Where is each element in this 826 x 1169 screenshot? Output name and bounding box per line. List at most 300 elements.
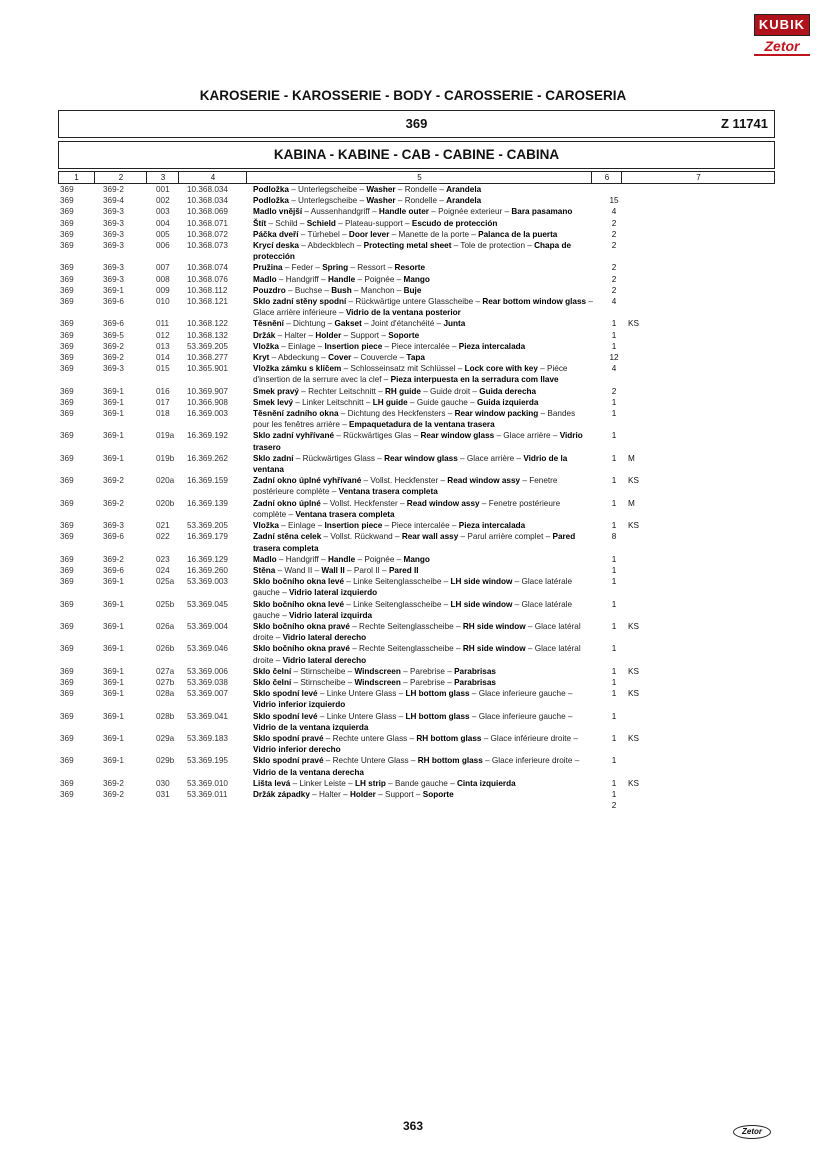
cell-quantity: 1 <box>611 409 617 419</box>
cell-figure: 369-6 <box>103 319 124 329</box>
cell-description <box>253 531 593 553</box>
cell-note: KS <box>628 689 639 699</box>
description-term: Ventana trasera completa <box>295 509 395 519</box>
description-term: Rear window glass <box>384 453 458 463</box>
cell-group: 369 <box>60 789 74 799</box>
cell-part-number: 16.369.192 <box>187 431 228 441</box>
cell-quantity: 1 <box>611 431 617 441</box>
cell-description <box>253 296 593 318</box>
description-text: – Rückwärtiges Glas – <box>334 431 421 441</box>
cell-part-number: 10.368.076 <box>187 274 228 284</box>
description-text: – Stirnscheibe – <box>291 677 355 687</box>
description-term: Sklo spodní levé <box>253 711 318 721</box>
description-term: Zadní okno úplné <box>253 498 321 508</box>
description-term: Těsnění zadního okna <box>253 409 339 419</box>
description-text: – Linke Untere Glass – <box>317 689 406 699</box>
description-text: – Unterlegscheibe – <box>288 196 367 206</box>
description-term: Stěna <box>253 565 276 575</box>
cell-position: 008 <box>156 274 170 284</box>
description-text: – Glace latérale gauche – <box>253 599 573 620</box>
description-term: Cover <box>328 353 352 363</box>
description-term: Bush <box>331 285 352 295</box>
cell-description <box>253 240 593 262</box>
description-term: Pared II <box>388 565 419 575</box>
description-text: – Parul arrière complet – <box>458 532 553 542</box>
description-text: – Glace latérale gauche – <box>253 577 573 598</box>
cell-part-number: 16.369.179 <box>187 532 228 542</box>
description-term: RH bottom glass <box>417 756 483 766</box>
description-term: Madlo <box>253 274 277 284</box>
description-term: Vidrio lateral izquierdo <box>288 588 378 598</box>
cell-description <box>253 318 593 329</box>
cell-figure: 369-5 <box>103 330 124 340</box>
description-term: Mango <box>403 274 430 284</box>
cell-group: 369 <box>60 778 74 788</box>
cell-part-number: 10.368.122 <box>187 319 228 329</box>
table-row <box>0 789 826 811</box>
description-term: Sklo bočního okna pravé <box>253 621 350 631</box>
cell-part-number: 10.368.034 <box>187 196 228 206</box>
page-title: KAROSERIE - KAROSSERIE - BODY - CAROSSERIE - CAROSERIA <box>199 88 627 103</box>
description-text: – Rechte Untere Glass – <box>323 756 418 766</box>
cell-quantity: 2 <box>611 218 617 228</box>
cell-figure: 369-2 <box>103 185 124 194</box>
cell-quantity: 8 <box>611 532 617 542</box>
cell-quantity: 1 <box>611 476 617 486</box>
description-term: LH bottom glass <box>405 711 470 721</box>
cell-position: 030 <box>156 778 170 788</box>
description-text: – Halter – <box>309 789 350 799</box>
description-term: Rear bottom window glass <box>482 297 587 307</box>
description-term: Junta <box>443 319 466 329</box>
cell-position: 021 <box>156 521 170 531</box>
description-term: Sklo spodní pravé <box>253 756 324 766</box>
cell-position: 022 <box>156 532 170 542</box>
cell-group: 369 <box>60 241 74 251</box>
cell-quantity: 4 <box>611 297 617 307</box>
description-term: Bara pasamano <box>511 207 573 217</box>
cell-position: 028a <box>156 689 175 699</box>
description-text: – Wand II – <box>275 565 322 575</box>
description-term: LH guide <box>372 397 408 407</box>
cell-group: 369 <box>60 677 74 687</box>
cell-description <box>253 386 593 397</box>
cell-part-number: 53.369.195 <box>187 756 228 766</box>
description-text: – Glace latéral droite – <box>253 644 581 665</box>
description-text: – Glace inferieure gauche – <box>469 689 573 699</box>
cell-part-number: 53.369.038 <box>187 677 228 687</box>
description-text: – Türhebel – <box>298 229 349 239</box>
logo-kubik-text: KUBIK <box>754 14 810 36</box>
description-term: Soporte <box>422 789 454 799</box>
cell-description <box>253 755 593 777</box>
description-text: – Bande gauche – <box>385 778 457 788</box>
cell-group: 369 <box>60 297 74 307</box>
description-term: Vidrio lateral derecho <box>282 655 367 665</box>
cell-figure: 369-2 <box>103 778 124 788</box>
description-term: Soporte <box>388 330 420 340</box>
cell-figure: 369-2 <box>103 498 124 508</box>
cell-quantity: 2 <box>611 241 617 251</box>
cell-position: 031 <box>156 789 170 799</box>
cell-note: KS <box>628 476 639 486</box>
description-term: Windscreen <box>354 677 401 687</box>
cell-part-number: 10.369.907 <box>187 386 228 396</box>
description-text: – Einlage – <box>278 521 325 531</box>
description-term: Pieza intercalada <box>458 521 526 531</box>
description-text: – Einlage – <box>278 341 325 351</box>
description-term: RH guide <box>385 386 421 396</box>
cell-position: 011 <box>156 319 170 329</box>
cell-note: KS <box>628 521 639 531</box>
description-text: – Poignée exterieur – <box>428 207 512 217</box>
section-header <box>58 141 775 169</box>
cell-figure: 369-1 <box>103 599 124 609</box>
cell-figure: 369-2 <box>103 554 124 564</box>
cell-description <box>253 262 593 273</box>
description-term: Parabrisas <box>454 677 496 687</box>
cell-figure: 369-1 <box>103 386 124 396</box>
cell-quantity: 1 <box>611 397 617 407</box>
description-text: – Parol II – <box>344 565 389 575</box>
cell-group: 369 <box>60 689 74 699</box>
cell-note: KS <box>628 621 639 631</box>
description-text: – Glace inférieure droite – <box>481 733 578 743</box>
description-term: Arandela <box>446 185 482 194</box>
cell-description <box>253 643 593 665</box>
cell-part-number: 16.369.003 <box>187 409 228 419</box>
cell-description <box>253 206 593 217</box>
description-text: – Rückwärtiges Glass – <box>293 453 385 463</box>
description-term: Insertion piece <box>324 341 383 351</box>
description-text: – Poignée – <box>355 554 404 564</box>
cell-quantity: 1 <box>611 666 617 676</box>
description-text: – Manchon – <box>351 285 404 295</box>
cell-part-number: 10.368.069 <box>187 207 228 217</box>
description-text: – Support – <box>341 330 389 340</box>
cell-quantity: 2 <box>611 801 617 811</box>
description-term: Windscreen <box>354 666 401 676</box>
description-text: – Guide droit – <box>420 386 480 396</box>
cell-group: 369 <box>60 364 74 374</box>
group-number: 369 <box>405 116 428 131</box>
cell-part-number: 16.369.262 <box>187 453 228 463</box>
cell-figure: 369-1 <box>103 677 124 687</box>
cell-group: 369 <box>60 532 74 542</box>
cell-description <box>253 285 593 296</box>
description-term: Guida izquierda <box>476 397 539 407</box>
cell-position: 017 <box>156 397 170 407</box>
description-term: Arandela <box>446 196 482 206</box>
cell-group: 369 <box>60 599 74 609</box>
description-text: – Linke Seitenglasscheibe – <box>344 599 451 609</box>
cell-position: 029b <box>156 756 175 766</box>
description-text: – Rückwärtige untere Glasscheibe – <box>346 297 483 307</box>
cell-position: 023 <box>156 554 170 564</box>
cell-quantity: 15 <box>609 196 619 206</box>
description-term: Protecting metal sheet <box>363 241 452 251</box>
cell-part-number: 53.369.046 <box>187 644 228 654</box>
cell-quantity: 1 <box>611 733 617 743</box>
cell-note: KS <box>628 778 639 788</box>
cell-description <box>253 274 593 285</box>
description-text: – Glace latéral droite – <box>253 621 581 643</box>
cell-description <box>253 789 593 800</box>
description-term: Lock core with key <box>464 364 538 374</box>
cell-description <box>253 677 593 688</box>
description-term: Pružina <box>253 263 283 273</box>
cell-description <box>253 778 593 789</box>
description-text: – Vollst. Rückwand – <box>321 532 402 542</box>
cell-group: 369 <box>60 319 74 329</box>
cell-group: 369 <box>60 218 74 228</box>
description-term: Vidrio inferior izquierdo <box>253 700 346 710</box>
description-term: Pieza intercalada <box>458 341 526 351</box>
cell-position: 018 <box>156 409 170 419</box>
description-text: – Plateau-support – <box>335 218 412 228</box>
cell-position: 013 <box>156 341 170 351</box>
description-term: Handle <box>327 554 356 564</box>
cell-description <box>253 430 593 452</box>
cell-description <box>253 666 593 677</box>
cell-part-number: 53.369.205 <box>187 521 228 531</box>
cell-part-number: 10.368.277 <box>187 353 228 363</box>
cell-description <box>253 688 593 710</box>
cell-note: KS <box>628 733 639 743</box>
cell-quantity: 1 <box>611 599 617 609</box>
cell-group: 369 <box>60 353 74 363</box>
cell-figure: 369-3 <box>103 274 124 284</box>
cell-figure: 369-6 <box>103 532 124 542</box>
description-text: – Feder – <box>282 263 323 273</box>
description-text: – Piece intercalée – <box>382 341 459 351</box>
description-term: Rear window glass <box>420 431 495 441</box>
description-term: Sklo bočního okna levé <box>253 577 344 587</box>
cell-part-number: 53.369.004 <box>187 621 228 631</box>
cell-part-number: 10.368.072 <box>187 229 228 239</box>
cell-part-number: 16.369.139 <box>187 498 228 508</box>
cell-position: 003 <box>156 207 170 217</box>
description-term: Vidrio inferior derecho <box>253 745 341 755</box>
cell-figure: 369-1 <box>103 733 124 743</box>
cell-figure: 369-3 <box>103 364 124 374</box>
cell-quantity: 1 <box>611 341 617 351</box>
cell-quantity: 1 <box>611 689 617 699</box>
cell-description <box>253 218 593 229</box>
description-term: Držák západky <box>253 789 310 799</box>
cell-part-number: 16.369.260 <box>187 565 228 575</box>
description-term: Lišta levá <box>253 778 291 788</box>
description-term: Štít <box>253 218 267 228</box>
cell-group: 369 <box>60 409 74 419</box>
cell-figure: 369-4 <box>103 196 124 206</box>
description-term: Vidrio de la ventana izquierda <box>253 722 369 732</box>
description-text: – Dichtung des Heckfensters – <box>338 409 455 419</box>
cell-position: 019b <box>156 453 175 463</box>
column-header-1: 1 <box>74 173 79 182</box>
cell-group: 369 <box>60 431 74 441</box>
description-text: – Halter – <box>275 330 316 340</box>
cell-group: 369 <box>60 386 74 396</box>
cell-figure: 369-1 <box>103 409 124 419</box>
cell-group: 369 <box>60 756 74 766</box>
cell-quantity: 12 <box>609 353 619 363</box>
description-text: – Schlosseinsatz mit Schlüssel – <box>341 364 465 374</box>
cell-position: 010 <box>156 297 170 307</box>
cell-group: 369 <box>60 274 74 284</box>
cell-note: M <box>628 498 635 508</box>
cell-figure: 369-1 <box>103 285 124 295</box>
column-header-6: 6 <box>591 172 622 183</box>
cell-description <box>253 341 593 352</box>
description-term: LH bottom glass <box>405 689 470 699</box>
cell-group: 369 <box>60 263 74 273</box>
description-text: – Rechte untere Glass – <box>323 733 417 743</box>
cell-group: 369 <box>60 341 74 351</box>
cell-group: 369 <box>60 711 74 721</box>
description-text: – Glace arrière – <box>494 431 560 441</box>
cell-description <box>253 229 593 240</box>
cell-position: 016 <box>156 386 170 396</box>
description-text: – Rechter Leitschnitt – <box>298 386 385 396</box>
description-term: RH bottom glass <box>416 733 482 743</box>
description-term: Read window assy <box>406 498 480 508</box>
description-term: Madlo vnější <box>253 207 303 217</box>
description-term: Vidrio de la ventana <box>253 453 568 475</box>
description-term: LH strip <box>354 778 386 788</box>
cell-group: 369 <box>60 229 74 239</box>
cell-part-number: 53.369.041 <box>187 711 228 721</box>
description-term: Sklo spodní levé <box>253 689 318 699</box>
description-text: – Handgriff – <box>276 274 328 284</box>
cell-description <box>253 498 593 520</box>
description-term: Washer <box>366 185 396 194</box>
cell-figure: 369-2 <box>103 341 124 351</box>
description-term: Rear window packing <box>454 409 539 419</box>
cell-figure: 369-1 <box>103 666 124 676</box>
cell-quantity: 4 <box>611 364 617 374</box>
cell-position: 002 <box>156 196 170 206</box>
description-term: Palanca de la puerta <box>478 229 558 239</box>
cell-group: 369 <box>60 185 74 194</box>
description-term: Mango <box>403 554 430 564</box>
cell-description <box>253 363 593 385</box>
cell-quantity: 1 <box>611 778 617 788</box>
description-text: – Vollst. Heckfenster – <box>320 498 407 508</box>
description-text: – Buchse – <box>285 285 332 295</box>
description-term: Washer <box>366 196 396 206</box>
description-text: – Schild – <box>266 218 307 228</box>
cell-description <box>253 621 593 643</box>
cell-part-number: 10.368.121 <box>187 297 228 307</box>
description-term: Holder <box>315 330 342 340</box>
description-term: RH side window <box>462 644 526 654</box>
cell-figure: 369-3 <box>103 229 124 239</box>
cell-note: KS <box>628 319 639 329</box>
cell-position: 027a <box>156 666 175 676</box>
cell-quantity: 1 <box>611 498 617 508</box>
cell-position: 005 <box>156 229 170 239</box>
cell-figure: 369-1 <box>103 689 124 699</box>
page-number: 363 <box>402 1119 424 1133</box>
cell-description <box>253 184 593 195</box>
description-term: RH side window <box>462 621 526 631</box>
cell-quantity: 4 <box>611 207 617 217</box>
cell-part-number: 53.369.183 <box>187 733 228 743</box>
cell-part-number: 53.369.011 <box>187 789 228 799</box>
cell-quantity: 1 <box>611 565 617 575</box>
description-term: Parabrisas <box>454 666 496 676</box>
description-text: – Couvercle – <box>351 353 407 363</box>
description-term: Sklo čelní <box>253 666 292 676</box>
cell-quantity: 1 <box>611 453 617 463</box>
description-text: – Manette de la porte – <box>389 229 479 239</box>
description-term: Podložka <box>253 196 289 206</box>
cell-quantity: 1 <box>611 756 617 766</box>
cell-part-number: 10.368.112 <box>187 285 228 295</box>
description-term: Spring <box>322 263 349 273</box>
cell-figure: 369-3 <box>103 521 124 531</box>
description-term: Sklo zadní vyhřívané <box>253 431 334 441</box>
description-term: Handle <box>327 274 356 284</box>
description-term: Read window assy <box>447 476 521 486</box>
cell-position: 025a <box>156 577 175 587</box>
description-term: Zadní okno úplné vyhřívané <box>253 476 362 486</box>
cell-position: 012 <box>156 330 170 340</box>
cell-position: 006 <box>156 241 170 251</box>
description-text: – Glace arrière inférieure – <box>253 297 593 318</box>
cell-note: KS <box>628 666 639 676</box>
description-text: – Parebrise – <box>400 677 455 687</box>
column-header-3: 3 <box>146 172 179 183</box>
cell-description <box>253 397 593 408</box>
cell-figure: 369-1 <box>103 711 124 721</box>
description-term: Vložka <box>253 341 279 351</box>
description-term: Empaquetadura de la ventana trasera <box>349 420 495 430</box>
description-text: – Linke Seitenglasscheibe – <box>344 577 451 587</box>
group-code: Z 11741 <box>721 116 768 131</box>
description-term: Madlo <box>253 554 277 564</box>
description-text: – Linker Leitschnitt – <box>293 397 373 407</box>
description-term: Gakset <box>334 319 362 329</box>
cell-group: 369 <box>60 565 74 575</box>
cell-quantity: 2 <box>611 285 617 295</box>
cell-quantity: 1 <box>611 330 617 340</box>
cell-position: 004 <box>156 218 170 228</box>
cell-part-number: 10.368.034 <box>187 185 228 194</box>
cell-position: 027b <box>156 677 175 687</box>
description-term: Vložka zámku s klíčem <box>253 364 342 374</box>
cell-quantity: 2 <box>611 229 617 239</box>
column-header-2: 2 <box>94 172 147 183</box>
cell-position: 007 <box>156 263 170 273</box>
cell-description <box>253 599 593 621</box>
description-text: – Vollst. Heckfenster – <box>361 476 448 486</box>
cell-part-number: 53.369.010 <box>187 778 228 788</box>
cell-group: 369 <box>60 644 74 654</box>
description-term: Wall II <box>321 565 345 575</box>
description-text: – Unterlegscheibe – <box>288 185 367 194</box>
cell-figure: 369-1 <box>103 577 124 587</box>
description-text: – Linker Leiste – <box>290 778 355 788</box>
description-term: Sklo bočního okna levé <box>253 599 344 609</box>
cell-figure: 369-1 <box>103 453 124 463</box>
cell-figure: 369-3 <box>103 207 124 217</box>
description-term: Páčka dveří <box>253 229 299 239</box>
cell-part-number: 10.365.901 <box>187 364 228 374</box>
cell-figure: 369-3 <box>103 218 124 228</box>
cell-group: 369 <box>60 330 74 340</box>
